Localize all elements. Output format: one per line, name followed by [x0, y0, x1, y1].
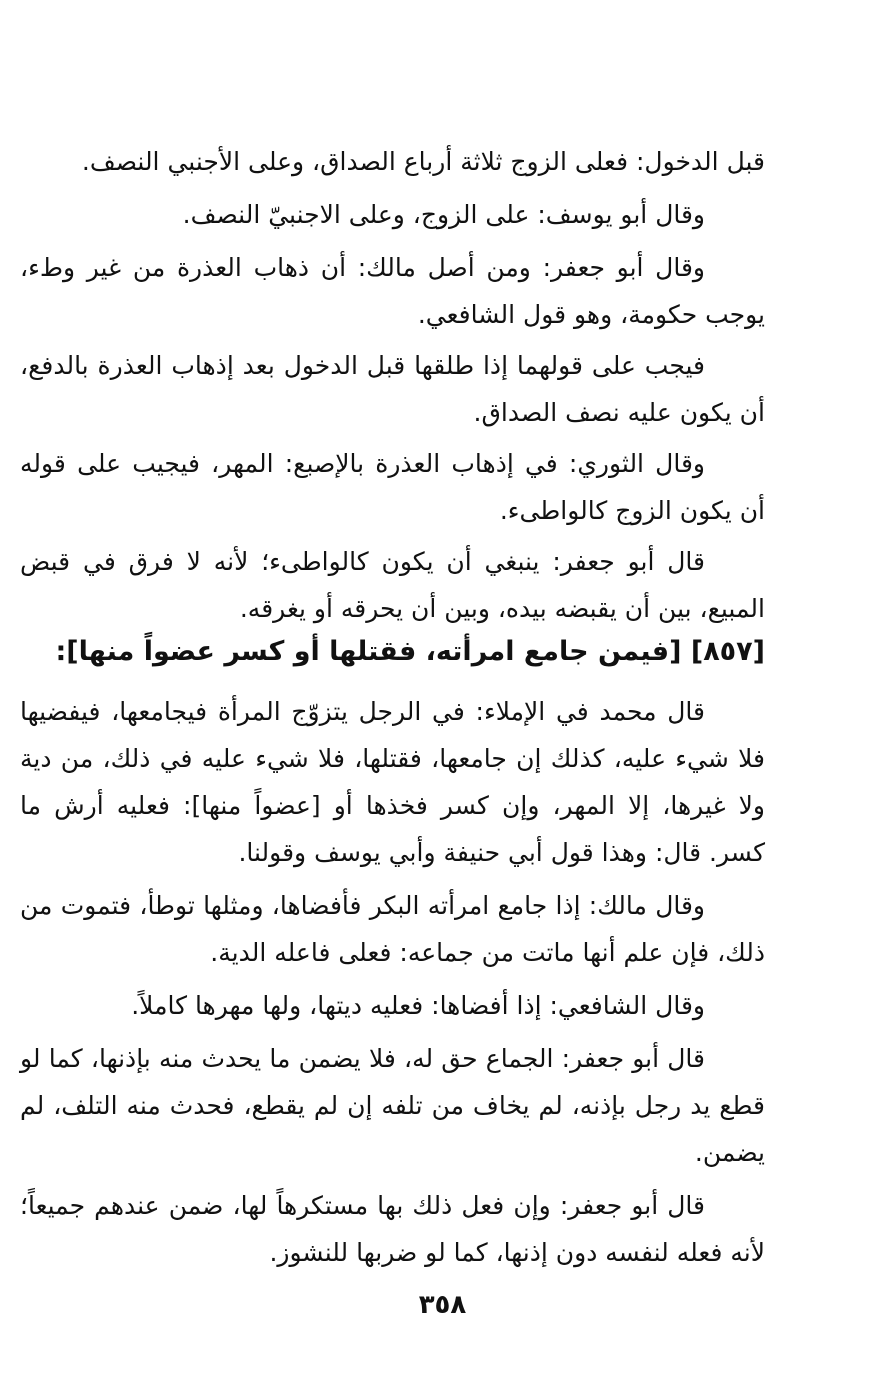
- paragraph-3: وقال أبو جعفر: ومن أصل مالك: أن ذهاب العذرة من غير وطء، يوجب حكومة، وهو قول الشافعي.: [20, 253, 765, 329]
- paragraph-2: وقال أبو يوسف: على الزوج، وعلى الاجنبيّ النصف.: [182, 200, 705, 229]
- bottom-text-block: [20, 688, 765, 1276]
- paragraph-5: وقال الثوري: في إذهاب العذرة بالإصبع: المهر، فيجيب على قوله أن يكون الزوج كالواطىء.: [20, 449, 765, 525]
- paragraph-7: قال محمد في الإملاء: في الرجل يتزوّج المرأة فيجامعها، فيفضيها فلا شيء عليه، كذلك إن جامعها، فقتلها، فلا شيء عليه في ذلك، من دية ولا غيرها، إلا المهر، وإن كسر فخذها أو [عضواً منها]: فعليه أرش ما كسر. قال: وهذا قول أبي حنيفة وأبي يوسف وقولنا.: [20, 697, 765, 867]
- paragraph-8: وقال مالك: إذا جامع امرأته البكر فأفضاها، ومثلها توطأ، فتموت من ذلك، فإن علم أنها ماتت من جماعه: فعلى فاعله الدية.: [20, 891, 765, 967]
- paragraph-6: قال أبو جعفر: ينبغي أن يكون كالواطىء؛ لأنه لا فرق في قبض المبيع، بين أن يقبضه بيده، وبين أن يحرقه أو يغرقه.: [20, 547, 765, 623]
- paragraph-1: قبل الدخول: فعلى الزوج ثلاثة أرباع الصداق، وعلى الأجنبي النصف.: [81, 147, 765, 176]
- paragraph-10: قال أبو جعفر: الجماع حق له، فلا يضمن ما يحدث منه بإذنها، كما لو قطع يد رجل بإذنه، لم يخاف من تلفه إن لم يقطع، فحدث منه التلف، لم يضمن.: [20, 1044, 765, 1167]
- page-number: ٣٥٨: [418, 1290, 467, 1320]
- section-heading: [٨٥٧] [فيمن جامع امرأته، فقتلها أو كسر عضواً منها]:: [55, 636, 765, 667]
- paragraph-9: وقال الشافعي: إذا أفضاها: فعليه ديتها، ولها مهرها كاملاً.: [131, 991, 705, 1020]
- paragraph-11: قال أبو جعفر: وإن فعل ذلك بها مستكرهاً لها، ضمن عندهم جميعاً؛ لأنه فعله لنفسه دون إذنها، كما لو ضربها للنشوز.: [20, 1191, 765, 1267]
- top-text-block: [20, 138, 765, 632]
- paragraph-4: فيجب على قولهما إذا طلقها قبل الدخول بعد إذهاب العذرة بالدفع، أن يكون عليه نصف الصداق.: [20, 351, 765, 427]
